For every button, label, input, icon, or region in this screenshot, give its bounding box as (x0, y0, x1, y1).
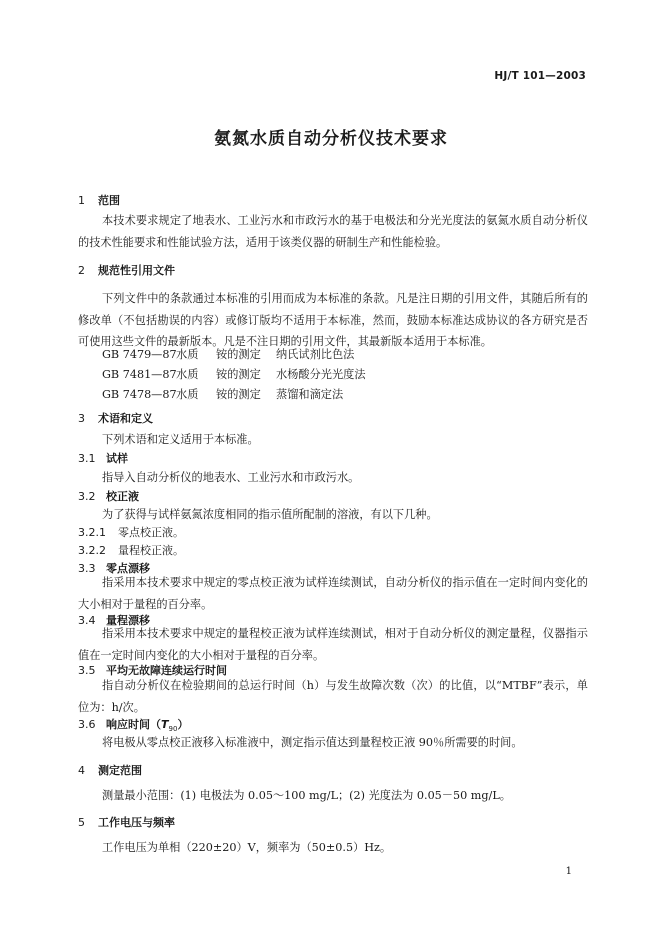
section-5-text: 工作电压为单相（220±20）V，频率为（50±0.5）Hz。 (102, 841, 392, 854)
reference-method: 蒸馏和滴定法 (276, 388, 344, 401)
subsection-number: 3.2 (78, 490, 96, 503)
subsection-title: 平均无故障连续运行时间 (106, 664, 227, 677)
subsection-number: 3.4 (78, 614, 96, 627)
subsection-title: 零点漂移 (106, 562, 150, 575)
section-4-text: 测量最小范围：(1) 电极法为 0.05～100 mg/L；(2) 光度法为 0.05－50 mg/L。 (102, 789, 511, 802)
subsection-number: 3.2.2 (78, 544, 106, 557)
reference-code: GB 7478—87 (102, 388, 177, 401)
reference-category: 水质 (176, 388, 199, 401)
section-3-intro: 下列术语和定义适用于本标准。 (102, 433, 259, 446)
section-1-heading (78, 192, 120, 208)
subsection-number: 3.3 (78, 562, 96, 575)
subsection-3-2-1 (78, 524, 184, 540)
reference-category: 水质 (176, 348, 199, 361)
subsection-title: 校正液 (106, 490, 139, 503)
subsection-3-3-text: 指采用本技术要求中规定的零点校正液为试样连续测试，自动分析仪的指示值在一定时间内变化的大小相对于量程的百分率。 (78, 576, 588, 611)
subsection-number: 3.5 (78, 664, 96, 677)
section-4-heading (78, 762, 142, 778)
section-number: 1 (78, 194, 85, 207)
reference-method: 纳氏试剂比色法 (276, 348, 355, 361)
subsection-title: 响应时间（ (106, 718, 161, 731)
subsection-title-end: ） (177, 718, 189, 731)
reference-method: 水杨酸分光光度法 (276, 368, 366, 381)
page-title: 氨氮水质自动分析仪技术要求 (214, 129, 448, 149)
section-1-paragraph: 本技术要求规定了地表水、工业污水和市政污水的基于电极法和分光光度法的氨氮水质自动分析仪的技术性能要求和性能试验方法，适用于该类仪器的研制生产和性能检验。 (78, 214, 588, 249)
section-number: 4 (78, 764, 85, 777)
subsection-text: 量程校正液。 (118, 544, 184, 557)
reference-item: 铵的测定 (216, 348, 261, 361)
standard-code: HJ/T 101—2003 (494, 70, 586, 82)
subsection-3-1-text: 指导入自动分析仪的地表水、工业污水和市政污水。 (102, 471, 360, 484)
section-2-heading (78, 262, 175, 278)
subsection-3-6-text: 将电极从零点校正液移入标准液中，测定指示值达到量程校正液 90％所需要的时间。 (102, 736, 523, 749)
subsection-3-2-heading (78, 488, 139, 504)
section-number: 3 (78, 412, 85, 425)
section-title: 范围 (98, 194, 120, 207)
section-3-heading (78, 410, 153, 426)
page-number: 1 (565, 866, 572, 877)
subsection-title: 试样 (106, 452, 128, 465)
reference-row (102, 366, 366, 382)
subsection-title: 量程漂移 (106, 614, 150, 627)
reference-item: 铵的测定 (216, 388, 261, 401)
subsection-3-4-text: 指采用本技术要求中规定的量程校正液为试样连续测试，相对于自动分析仪的测定量程，仪器指示值在一定时间内变化的大小相对于量程的百分率。 (78, 627, 588, 662)
reference-code: GB 7481—87 (102, 368, 177, 381)
subsection-number: 3.2.1 (78, 526, 106, 539)
subsection-3-5-text: 指自动分析仪在检验期间的总运行时间（h）与发生故障次数（次）的比值，以“MTBF”表示，单位为：h/次。 (78, 679, 588, 714)
subsection-3-1-heading (78, 450, 128, 466)
section-title: 工作电压与频率 (98, 816, 175, 829)
section-number: 2 (78, 264, 85, 277)
section-number: 5 (78, 816, 85, 829)
section-2-paragraph: 下列文件中的条款通过本标准的引用而成为本标准的条款。凡是注日期的引用文件，其随后所有的修改单（不包括勘误的内容）或修订版均不适用于本标准，然而，鼓励本标准达成协议的各方研究是否可使用这些文件的最新版本。凡是不注日期的引用文件，其最新版本适用于本标准。 (78, 292, 588, 348)
subsection-3-6-heading (78, 716, 188, 733)
section-title: 规范性引用文件 (98, 264, 175, 277)
response-time-subscript: 90 (168, 725, 178, 734)
subsection-number: 3.1 (78, 452, 96, 465)
response-time-symbol: T (161, 718, 169, 731)
reference-row (102, 386, 343, 402)
section-5-heading (78, 814, 175, 830)
reference-code: GB 7479—87 (102, 348, 177, 361)
subsection-3-2-2 (78, 542, 184, 558)
reference-item: 铵的测定 (216, 368, 261, 381)
reference-category: 水质 (176, 368, 199, 381)
subsection-3-2-text: 为了获得与试样氨氮浓度相同的指示值所配制的溶液，有以下几种。 (102, 508, 438, 521)
subsection-text: 零点校正液。 (118, 526, 184, 539)
section-title: 测定范围 (98, 764, 142, 777)
reference-row (102, 346, 354, 362)
subsection-number: 3.6 (78, 718, 96, 731)
section-title: 术语和定义 (98, 412, 153, 425)
